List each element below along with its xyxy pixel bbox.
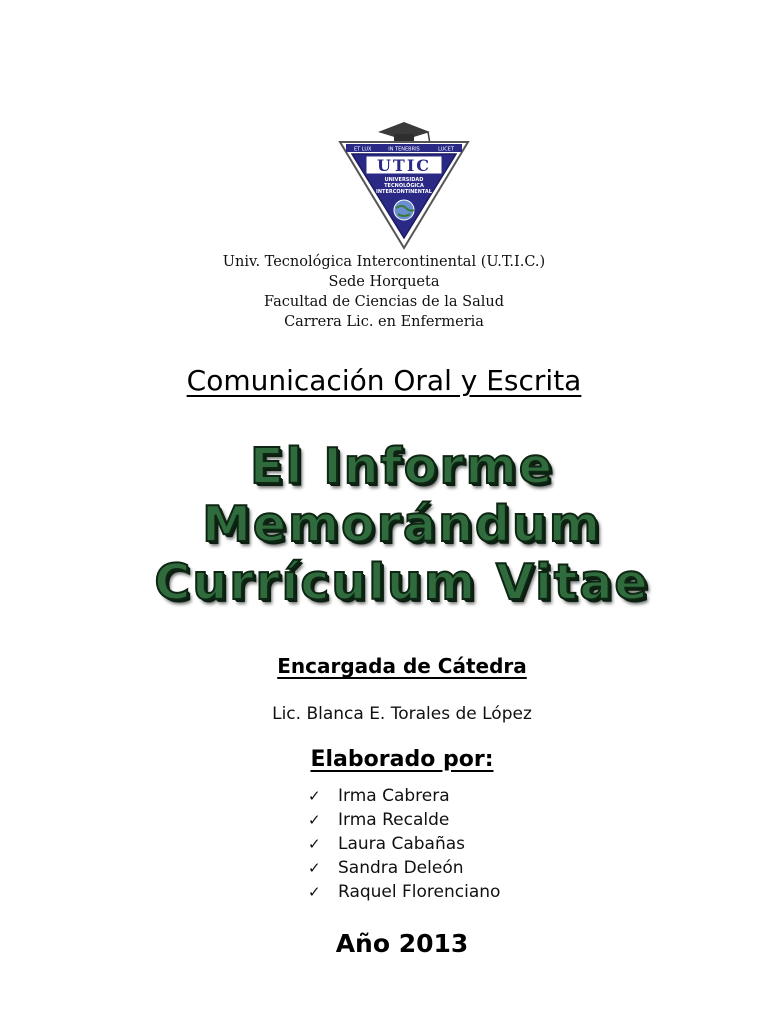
author-name: Irma Cabrera [338, 786, 450, 806]
author-name: Raquel Florenciano [338, 882, 501, 902]
svg-text:UNIVERSIDAD: UNIVERSIDAD [384, 177, 424, 183]
check-icon: ✓ [308, 787, 321, 805]
authors-list [308, 784, 500, 904]
svg-text:LUCET: LUCET [438, 146, 454, 153]
svg-text:TECNOLÓGICA: TECNOLÓGICA [384, 183, 424, 189]
check-icon: ✓ [308, 811, 321, 829]
author-name: Sandra Deleón [338, 858, 464, 878]
course-title: Comunicación Oral y Escrita [186, 364, 582, 397]
institution-line: Facultad de Ciencias de la Salud [264, 294, 504, 310]
main-title-line: Memorándum [202, 496, 602, 553]
authors-heading: Elaborado por: [310, 747, 494, 772]
main-title-line: Currículum Vitae [154, 554, 650, 611]
main-title [0, 438, 768, 612]
author-item [308, 832, 500, 856]
chair-name: Lic. Blanca E. Torales de López [272, 704, 532, 724]
institution-block [0, 252, 768, 332]
institution-line: Sede Horqueta [328, 274, 440, 290]
author-name: Irma Recalde [338, 810, 450, 830]
utic-logo [336, 120, 472, 252]
check-icon: ✓ [308, 859, 321, 877]
check-icon: ✓ [308, 883, 321, 901]
author-item [308, 880, 500, 904]
institution-line: Carrera Lic. en Enfermeria [284, 314, 484, 330]
svg-text:IN TENEBRIS: IN TENEBRIS [388, 146, 420, 153]
svg-text:ET LUX: ET LUX [354, 146, 372, 153]
author-name: Laura Cabañas [338, 834, 466, 854]
year: Año 2013 [335, 929, 469, 958]
svg-text:UTIC: UTIC [376, 156, 432, 175]
author-item [308, 784, 500, 808]
check-icon: ✓ [308, 835, 321, 853]
chair-heading: Encargada de Cátedra [277, 654, 527, 678]
main-title-line: El Informe [250, 438, 554, 495]
author-item [308, 856, 500, 880]
institution-line: Univ. Tecnológica Intercontinental (U.T.I.C.) [222, 254, 546, 270]
author-item [308, 808, 500, 832]
svg-text:INTERCONTINENTAL: INTERCONTINENTAL [376, 189, 432, 195]
